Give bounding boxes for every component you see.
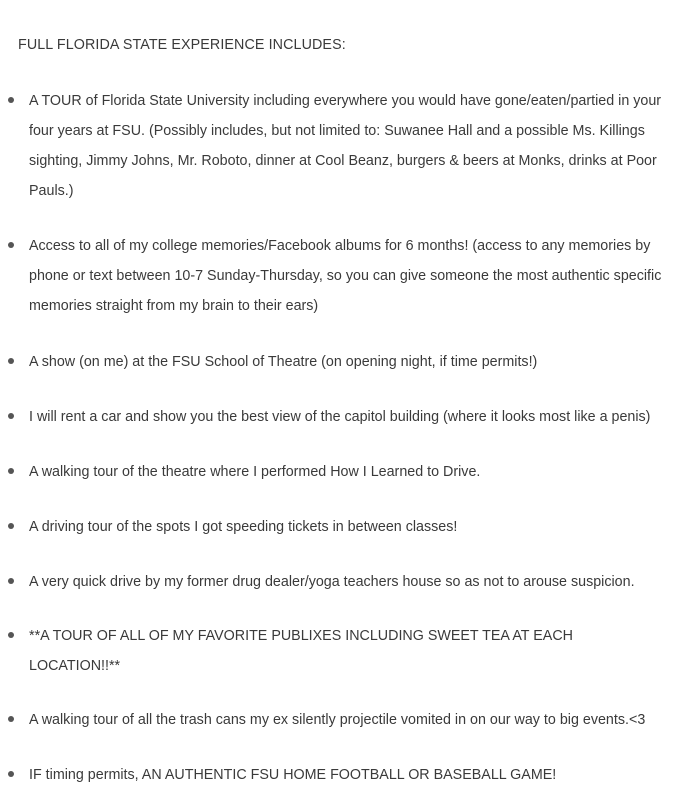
list-item-text: A very quick drive by my former drug dealer/yoga teachers house so as not to arouse suspicion. [29, 574, 635, 590]
bullet-icon [8, 358, 14, 364]
bullet-icon [8, 468, 14, 474]
list-item-text: I will rent a car and show you the best view of the capitol building (where it looks most like a penis) [29, 409, 651, 425]
bullet-icon [8, 97, 14, 103]
bullet-icon [8, 632, 14, 638]
list-item-text: A walking tour of the theatre where I performed How I Learned to Drive. [29, 464, 481, 480]
list-item-text: IF timing permits, AN AUTHENTIC FSU HOME FOOTBALL OR BASEBALL GAME! [29, 767, 557, 783]
list-item-text: A walking tour of all the trash cans my ex silently projectile vomited in on our way to big events.<3 [29, 712, 646, 728]
bullet-icon [8, 578, 14, 584]
list-item-text: A show (on me) at the FSU School of Theatre (on opening night, if time permits!) [29, 354, 538, 370]
list-item-text: **A TOUR OF ALL OF MY FAVORITE PUBLIXES INCLUDING SWEET TEA AT EACH LOCATION!!** [29, 628, 573, 674]
bullet-icon [8, 716, 14, 722]
list-item-text: A TOUR of Florida State University including everywhere you would have gone/eaten/partied in your four years at FSU. (Possibly includes, but not limited to: Suwanee Hall and a possible Ms. Killings sighting, Jimmy Johns, Mr. Roboto, dinner at Cool Beanz, burgers & beers at Monks, drinks at Poor Pauls.) [29, 93, 662, 199]
list-item-text: Access to all of my college memories/Facebook albums for 6 months! (access to any memories by phone or text between 10-7 Sunday-Thursday, so you can give someone the most authentic specific memories straight from my brain to their ears) [29, 238, 662, 314]
bullet-icon [8, 523, 14, 529]
bullet-icon [8, 413, 14, 419]
list-item-text: A driving tour of the spots I got speeding tickets in between classes! [29, 519, 458, 535]
bullet-icon [8, 771, 14, 777]
page-heading: FULL FLORIDA STATE EXPERIENCE INCLUDES: [18, 37, 346, 53]
bullet-icon [8, 242, 14, 248]
